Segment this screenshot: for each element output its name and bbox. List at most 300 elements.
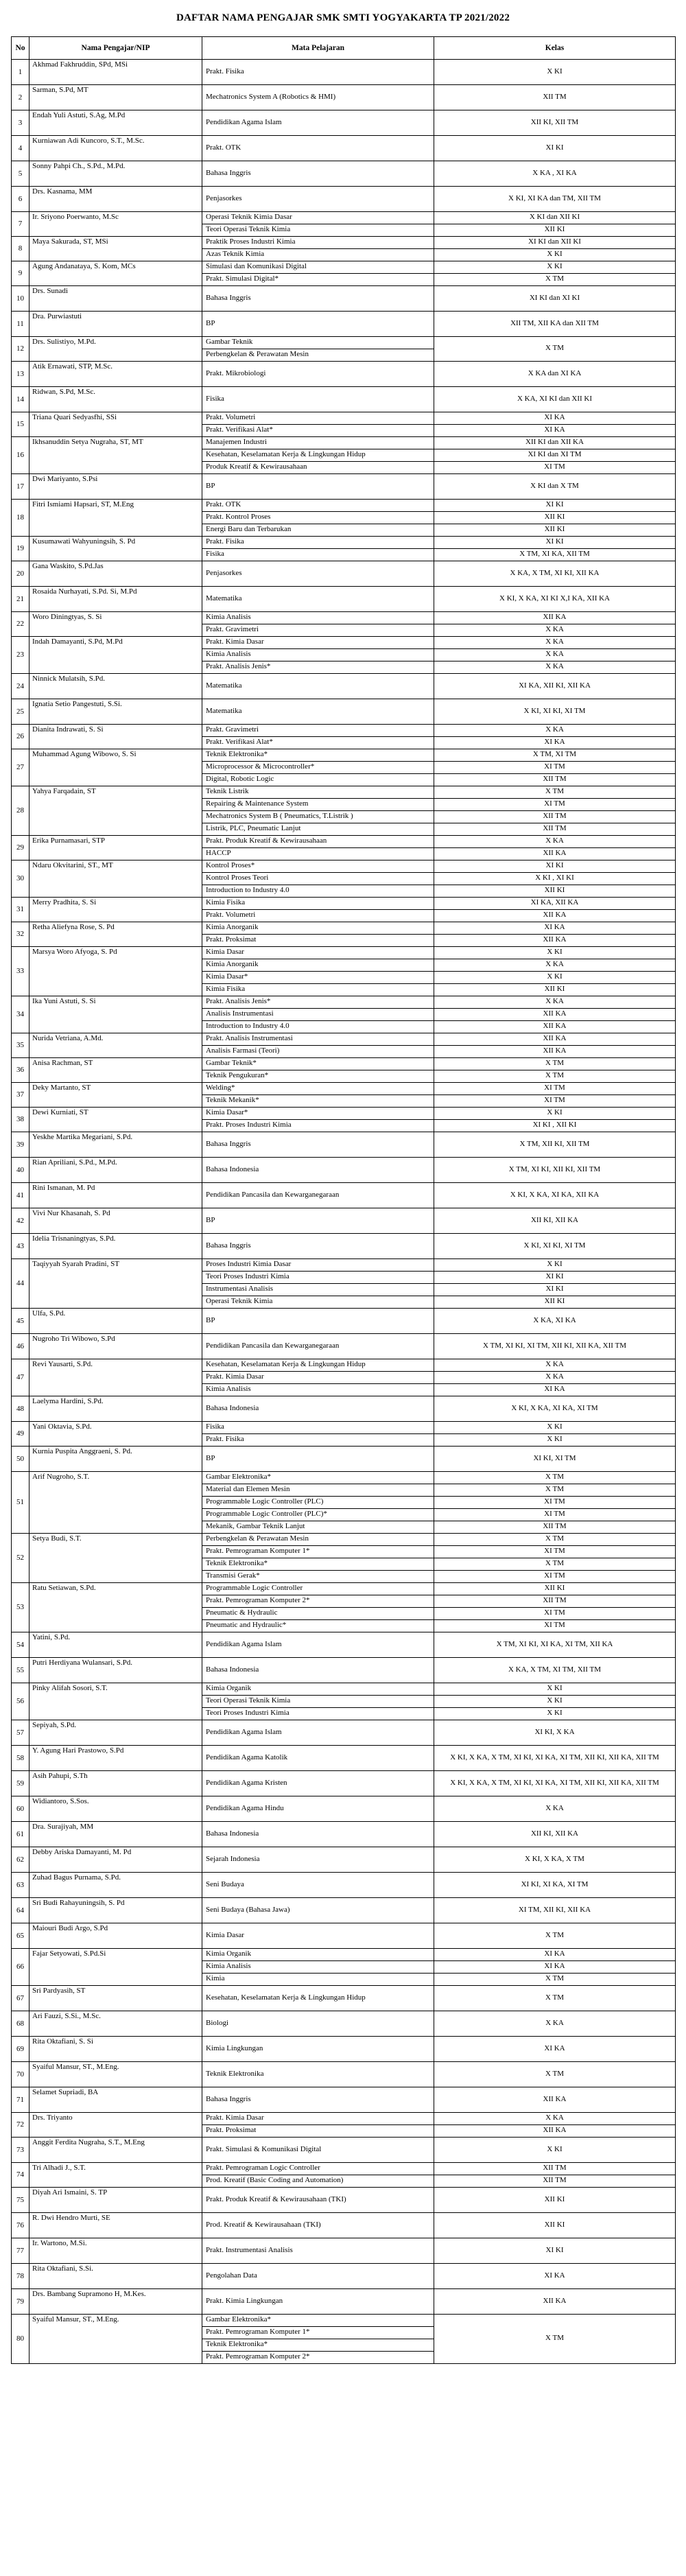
row-number: 70: [12, 2062, 29, 2087]
kelas-item: XII TM: [434, 2175, 675, 2187]
kelas-cell: [434, 1683, 676, 1720]
table-row: [12, 2188, 676, 2213]
row-number: 53: [12, 1583, 29, 1632]
kelas-cell: [434, 1334, 676, 1359]
table-row: [12, 2315, 676, 2364]
subject-item: Bahasa Inggris: [206, 293, 251, 302]
teacher-name: Kurnia Puspita Anggraeni, S. Pd.: [29, 1447, 202, 1472]
subject-item: Bahasa Inggris: [206, 1241, 251, 1250]
kelas-cell: [434, 2087, 676, 2113]
kelas-item: XII KA: [543, 2296, 567, 2305]
subject-item: Teori Operasi Teknik Kimia: [202, 224, 434, 236]
table-row: [12, 2062, 676, 2087]
row-number: 63: [12, 1873, 29, 1898]
kelas-item: XI KI: [434, 1271, 675, 1283]
kelas-item: X KA: [545, 997, 564, 1005]
kelas-item: X TM: [545, 1059, 564, 1067]
subject-item: Kimia Dasar: [206, 948, 244, 956]
kelas-item: X TM, XI TM: [532, 750, 577, 758]
subject-item: Perbengkelan & Perawatan Mesin: [202, 349, 434, 361]
subject-item: Pneumatic and Hydraulic*: [202, 1619, 434, 1632]
teacher-name: Muhammad Agung Wibowo, S. Si: [29, 749, 202, 786]
subject-item: Kimia Anorganik: [206, 923, 259, 931]
teacher-name: Ninnick Mulatsih, S.Pd.: [29, 674, 202, 699]
subject-item: Manajemen Industri: [206, 438, 267, 446]
kelas-item: X KA: [434, 1371, 675, 1383]
subject-item: BP: [206, 1315, 215, 1324]
teacher-name: Tri Alhadi J., S.T.: [29, 2163, 202, 2188]
subject-item: BP: [206, 318, 215, 327]
row-number: 12: [12, 337, 29, 362]
kelas-cell: [434, 2188, 676, 2213]
row-number: 24: [12, 674, 29, 699]
kelas-cell: [434, 561, 676, 587]
teacher-name: Diyah Ari Ismaini, S. TP: [29, 2188, 202, 2213]
kelas-item: X KA: [434, 959, 675, 971]
table-row: [12, 1083, 676, 1108]
kelas-item: X KI: [434, 971, 675, 983]
kelas-item: XI KI, XI KA, XI TM: [521, 1880, 589, 1888]
kelas-cell: [434, 1132, 676, 1158]
subject-item: Pendidikan Agama Islam: [206, 1727, 282, 1736]
subject-item: Prakt. Produk Kreatif & Kewirausahaan (TKI): [206, 2194, 346, 2203]
subject-item: Kimia Analisis: [202, 1383, 434, 1396]
table-row: [12, 836, 676, 860]
row-number: 52: [12, 1534, 29, 1583]
subject-item: Kesehatan, Keselamatan Kerja & Lingkungan Hidup: [202, 449, 434, 461]
subject-cell: [202, 1033, 434, 1058]
table-row: [12, 537, 676, 561]
kelas-cell: [434, 1632, 676, 1658]
subject-item: Prakt. Instrumentasi Analisis: [206, 2245, 293, 2254]
table-row: [12, 786, 676, 836]
kelas-cell: [434, 637, 676, 674]
subject-item: Kontrol Proses Teori: [202, 872, 434, 885]
subject-item: Teknik Elektronika*: [202, 1558, 434, 1570]
kelas-cell: [434, 898, 676, 922]
kelas-item: X KI: [434, 248, 675, 261]
subject-item: Praktik Proses Industri Kimia: [206, 237, 296, 246]
subject-item: Prod. Kreatif (Basic Coding and Automation): [202, 2175, 434, 2187]
subject-item: Teknik Elektronika: [206, 2069, 264, 2078]
teacher-name: Rosaida Nurhayati, S.Pd. Si, M.Pd: [29, 587, 202, 612]
teacher-name: Yani Oktavia, S.Pd.: [29, 1422, 202, 1447]
kelas-cell: [434, 437, 676, 474]
subject-cell: [202, 2315, 434, 2364]
kelas-cell: [434, 60, 676, 85]
subject-item: Kesehatan, Keselamatan Kerja & Lingkungan Hidup: [206, 1993, 366, 2002]
teacher-name: Y. Agung Hari Prastowo, S.Pd: [29, 1746, 202, 1771]
subject-cell: [202, 261, 434, 286]
kelas-item: XI KA: [434, 424, 675, 436]
subject-cell: [202, 1534, 434, 1583]
row-number: 45: [12, 1309, 29, 1334]
row-number: 55: [12, 1658, 29, 1683]
subject-item: Pengolahan Data: [206, 2271, 257, 2280]
row-number: 59: [12, 1771, 29, 1796]
teacher-name: Dra. Purwiastuti: [29, 312, 202, 337]
kelas-item: XI KI: [545, 2245, 564, 2254]
table-row: [12, 1898, 676, 1923]
teacher-name: Zuhad Bagus Purnama, S.Pd.: [29, 1873, 202, 1898]
subject-cell: [202, 2087, 434, 2113]
row-number: 56: [12, 1683, 29, 1720]
subject-cell: [202, 387, 434, 412]
kelas-item: X KI: [547, 1422, 563, 1431]
teacher-name: Atik Ernawati, STP, M.Sc.: [29, 362, 202, 387]
row-number: 72: [12, 2113, 29, 2138]
row-number: 33: [12, 947, 29, 996]
subject-item: Prakt. Pemrograman Komputer 2*: [202, 2351, 434, 2363]
subject-item: Prakt. Kimia Lingkungan: [206, 2296, 283, 2305]
teacher-name: Drs. Kasnama, MM: [29, 187, 202, 212]
subject-item: Bahasa Indonesia: [206, 1164, 259, 1173]
subject-item: Prakt. OTK: [206, 500, 241, 508]
kelas-cell: [434, 412, 676, 437]
subject-cell: [202, 1746, 434, 1771]
table-row: [12, 561, 676, 587]
table-row: [12, 1359, 676, 1396]
kelas-item: X TM: [545, 1534, 564, 1543]
subject-item: Bahasa Indonesia: [206, 1829, 259, 1838]
subject-item: Operasi Teknik Kimia: [202, 1296, 434, 1308]
teacher-name: Drs. Bambang Supramono H, M.Kes.: [29, 2289, 202, 2315]
subject-item: Prod. Kreatif & Kewirausahaan (TKI): [206, 2220, 321, 2229]
kelas-cell: [434, 500, 676, 537]
kelas-item: X KI, XI KI, XI TM: [523, 1241, 586, 1250]
kelas-item: XII KA: [434, 934, 675, 946]
kelas-item: XI KI, XI TM: [533, 1453, 576, 1462]
kelas-item: X KI dan X TM: [530, 481, 579, 490]
kelas-item: XI KI: [545, 537, 564, 546]
kelas-cell: [434, 1108, 676, 1132]
kelas-item: XI KI dan XII KI: [528, 237, 581, 246]
kelas-item: XI KA: [434, 1960, 675, 1973]
kelas-item: X KI, X KA, XI KI X,I KA, XII KA: [499, 594, 610, 602]
subject-item: Teknik Pengukuran*: [202, 1070, 434, 1082]
row-number: 62: [12, 1847, 29, 1873]
kelas-cell: [434, 1771, 676, 1796]
row-number: 36: [12, 1058, 29, 1083]
teacher-name: Marsya Woro Afyoga, S. Pd: [29, 947, 202, 996]
subject-cell: [202, 1472, 434, 1534]
teacher-name: Deky Martanto, ST: [29, 1083, 202, 1108]
kelas-cell: [434, 612, 676, 637]
subject-cell: [202, 1873, 434, 1898]
teacher-name: Syaiful Mansur, ST., M.Eng.: [29, 2062, 202, 2087]
subject-item: Kimia Analisis: [206, 613, 251, 621]
kelas-cell: [434, 2113, 676, 2138]
table-row: [12, 1158, 676, 1183]
subject-cell: [202, 1108, 434, 1132]
kelas-item: XI KI dan XI KI: [529, 293, 580, 302]
kelas-cell: [434, 1583, 676, 1632]
table-row: [12, 500, 676, 537]
kelas-item: XII TM: [543, 92, 567, 101]
subject-cell: [202, 898, 434, 922]
table-row: [12, 237, 676, 261]
table-row: [12, 437, 676, 474]
table-row: [12, 2264, 676, 2289]
row-number: 66: [12, 1949, 29, 1986]
subject-item: Perbengkelan & Perawatan Mesin: [206, 1534, 309, 1543]
subject-cell: [202, 725, 434, 749]
kelas-item: XI TM: [434, 1619, 675, 1632]
kelas-item: X KA dan XI KA: [528, 368, 582, 377]
teacher-name: Woro Diningtyas, S. Si: [29, 612, 202, 637]
subject-item: Pendidikan Agama Katolik: [206, 1753, 288, 1761]
teacher-name: Triana Quari Sedyasfhi, SSi: [29, 412, 202, 437]
table-row: [12, 922, 676, 947]
teacher-name: Pinky Alifah Sosori, S.T.: [29, 1683, 202, 1720]
teacher-name: Fitri Ismiami Hapsari, ST, M.Eng: [29, 500, 202, 537]
kelas-cell: [434, 786, 676, 836]
subject-item: Prakt. OTK: [206, 143, 241, 152]
row-number: 77: [12, 2238, 29, 2264]
kelas-item: XII TM: [434, 1595, 675, 1607]
table-row: [12, 286, 676, 312]
row-number: 25: [12, 699, 29, 725]
subject-item: Pendidikan Pancasila dan Kewarganegaraan: [206, 1341, 340, 1350]
subject-item: Listrik, PLC, Pneumatic Lanjut: [202, 823, 434, 835]
kelas-item: X KA: [434, 624, 675, 636]
subject-item: Seni Budaya: [206, 1880, 244, 1888]
kelas-item: X KA: [545, 2018, 564, 2027]
subject-item: Microprocessor & Microcontroller*: [202, 761, 434, 773]
teacher-name: Yahya Farqadain, ST: [29, 786, 202, 836]
subject-cell: [202, 60, 434, 85]
table-row: [12, 725, 676, 749]
kelas-cell: [434, 1447, 676, 1472]
row-number: 37: [12, 1083, 29, 1108]
kelas-cell: [434, 362, 676, 387]
kelas-item: XI KA: [434, 736, 675, 749]
subject-item: Teori Proses Industri Kimia: [202, 1271, 434, 1283]
subject-item: Prakt. Mikrobiologi: [206, 368, 266, 377]
subject-cell: [202, 2289, 434, 2315]
subject-item: Material dan Elemen Mesin: [202, 1484, 434, 1496]
kelas-item: X TM, XI KI, XI KA, XI TM, XII KA: [496, 1639, 613, 1648]
kelas-item: X KA: [545, 1803, 564, 1812]
subject-item: Matematika: [206, 681, 242, 690]
teacher-name: Nurida Vetriana, A.Md.: [29, 1033, 202, 1058]
table-row: [12, 1632, 676, 1658]
subject-item: Fisika: [206, 1422, 224, 1431]
subject-item: Bahasa Inggris: [206, 1139, 251, 1148]
teacher-name: Nugroho Tri Wibowo, S.Pd: [29, 1334, 202, 1359]
subject-cell: [202, 1447, 434, 1472]
subject-item: Digital, Robotic Logic: [202, 773, 434, 786]
kelas-cell: [434, 2289, 676, 2315]
table-row: [12, 1058, 676, 1083]
subject-cell: [202, 1083, 434, 1108]
teacher-name: Endah Yuli Astuti, S.Ag, M.Pd: [29, 110, 202, 136]
row-number: 67: [12, 1986, 29, 2011]
subject-cell: [202, 2163, 434, 2188]
subject-item: Programmable Logic Controller (PLC): [202, 1496, 434, 1508]
table-row: [12, 161, 676, 187]
table-row: [12, 1873, 676, 1898]
row-number: 75: [12, 2188, 29, 2213]
kelas-cell: [434, 474, 676, 500]
subject-item: Kimia: [202, 1973, 434, 1985]
kelas-item: XI KA: [544, 2044, 565, 2052]
row-number: 60: [12, 1796, 29, 1822]
subject-item: BP: [206, 481, 215, 490]
subject-cell: [202, 362, 434, 387]
subject-cell: [202, 612, 434, 637]
row-number: 9: [12, 261, 29, 286]
teacher-name: Dianita Indrawati, S. Si: [29, 725, 202, 749]
subject-item: Instrumentasi Analisis: [202, 1283, 434, 1296]
subject-cell: [202, 1683, 434, 1720]
row-number: 23: [12, 637, 29, 674]
subject-item: Analisis Farmasi (Teori): [202, 1045, 434, 1057]
subject-item: Kimia Analisis: [202, 648, 434, 661]
kelas-item: X KA: [434, 648, 675, 661]
subject-item: Kimia Dasar*: [206, 1108, 248, 1116]
subject-cell: [202, 136, 434, 161]
kelas-cell: [434, 1472, 676, 1534]
kelas-item: XI TM: [434, 1508, 675, 1521]
subject-cell: [202, 1422, 434, 1447]
subject-item: Kimia Dasar: [206, 1930, 244, 1939]
kelas-cell: [434, 996, 676, 1033]
subject-item: Prakt. Kimia Dasar: [206, 637, 264, 646]
row-number: 29: [12, 836, 29, 860]
teacher-name: Dra. Surajiyah, MM: [29, 1822, 202, 1847]
table-row: [12, 699, 676, 725]
document-page: [0, 12, 686, 2364]
kelas-item: X TM: [545, 2069, 564, 2078]
table-row: [12, 261, 676, 286]
kelas-item: XI TM: [434, 798, 675, 810]
kelas-item: XII KI: [544, 1584, 565, 1592]
table-row: [12, 60, 676, 85]
table-row: [12, 337, 676, 362]
kelas-item: XII KI dan XII KA: [525, 438, 584, 446]
kelas-cell: [434, 1986, 676, 2011]
row-number: 28: [12, 786, 29, 836]
kelas-item: XII TM: [434, 1521, 675, 1533]
row-number: 14: [12, 387, 29, 412]
subject-cell: [202, 110, 434, 136]
table-row: [12, 2289, 676, 2315]
kelas-cell: [434, 337, 676, 362]
table-row: [12, 312, 676, 337]
subject-item: Prakt. Proksimat: [202, 2124, 434, 2137]
kelas-item: XI KI, X KA: [534, 1727, 575, 1736]
teacher-name: Indah Damayanti, S.Pd, M.Pd: [29, 637, 202, 674]
kelas-item: X TM: [545, 1473, 564, 1481]
subject-item: Transmisi Gerak*: [202, 1570, 434, 1582]
subject-item: Kimia Dasar*: [202, 971, 434, 983]
kelas-cell: [434, 587, 676, 612]
table-row: [12, 1447, 676, 1472]
subject-item: Prakt. Analisis Jenis*: [206, 997, 271, 1005]
kelas-item: X TM: [434, 273, 675, 285]
row-number: 32: [12, 922, 29, 947]
table-row: [12, 1847, 676, 1873]
subject-item: Prakt. Pemrograman Komputer 1*: [202, 2326, 434, 2339]
kelas-item: X KA: [545, 2114, 564, 2122]
subject-item: Prakt. Simulasi Digital*: [202, 273, 434, 285]
teacher-name: Taqiyyah Syarah Pradini, ST: [29, 1259, 202, 1309]
table-header-row: [12, 37, 676, 60]
teacher-name: Rini Ismanan, M. Pd: [29, 1183, 202, 1208]
kelas-item: X KA: [545, 1360, 564, 1368]
table-row: [12, 1259, 676, 1309]
kelas-item: X KI, XI KI, XI TM: [523, 706, 586, 715]
subject-cell: [202, 1658, 434, 1683]
row-number: 64: [12, 1898, 29, 1923]
table-row: [12, 1822, 676, 1847]
kelas-cell: [434, 1822, 676, 1847]
teacher-table: [11, 36, 676, 2364]
kelas-cell: [434, 85, 676, 110]
subject-cell: [202, 1259, 434, 1309]
table-row: [12, 1683, 676, 1720]
row-number: 5: [12, 161, 29, 187]
kelas-cell: [434, 1847, 676, 1873]
teacher-name: Merry Pradhita, S. Si: [29, 898, 202, 922]
table-row: [12, 1234, 676, 1259]
kelas-item: XII KA: [434, 2124, 675, 2137]
kelas-item: XII KI: [434, 511, 675, 524]
table-row: [12, 136, 676, 161]
kelas-item: XII KI: [434, 224, 675, 236]
kelas-cell: [434, 725, 676, 749]
subject-cell: [202, 836, 434, 860]
teacher-name: Drs. Sulistiyo, M.Pd.: [29, 337, 202, 362]
teacher-name: Revi Yausarti, S.Pd.: [29, 1359, 202, 1396]
kelas-cell: [434, 387, 676, 412]
subject-item: Pendidikan Agama Islam: [206, 1639, 282, 1648]
subject-cell: [202, 699, 434, 725]
row-number: 80: [12, 2315, 29, 2364]
subject-cell: [202, 2113, 434, 2138]
kelas-cell: [434, 261, 676, 286]
subject-item: Prakt. Pemrograman Logic Controller: [206, 2164, 320, 2172]
teacher-name: Ulfa, S.Pd.: [29, 1309, 202, 1334]
subject-item: Matematika: [206, 594, 242, 602]
table-row: [12, 612, 676, 637]
subject-cell: [202, 860, 434, 898]
table-row: [12, 1658, 676, 1683]
table-row: [12, 587, 676, 612]
teacher-name: Debby Ariska Damayanti, M. Pd: [29, 1847, 202, 1873]
teacher-name: Maya Sakurada, ST, MSi: [29, 237, 202, 261]
subject-cell: [202, 1720, 434, 1746]
subject-item: Mekanik, Gambar Teknik Lanjut: [202, 1521, 434, 1533]
subject-cell: [202, 922, 434, 947]
kelas-item: XI KA: [434, 1383, 675, 1396]
row-number: 44: [12, 1259, 29, 1309]
row-number: 18: [12, 500, 29, 537]
teacher-name: Ir. Wartono, M.Si.: [29, 2238, 202, 2264]
teacher-name: Gana Waskito, S.Pd.Jas: [29, 561, 202, 587]
table-row: [12, 1771, 676, 1796]
row-number: 8: [12, 237, 29, 261]
kelas-item: XI KI , XII KI: [434, 1119, 675, 1132]
kelas-cell: [434, 2037, 676, 2062]
kelas-item: XII KA: [543, 2094, 567, 2103]
table-row: [12, 1583, 676, 1632]
subject-item: Prakt. Fisika: [202, 1433, 434, 1446]
kelas-cell: [434, 1949, 676, 1986]
teacher-name: Sarman, S.Pd, MT: [29, 85, 202, 110]
row-number: 26: [12, 725, 29, 749]
